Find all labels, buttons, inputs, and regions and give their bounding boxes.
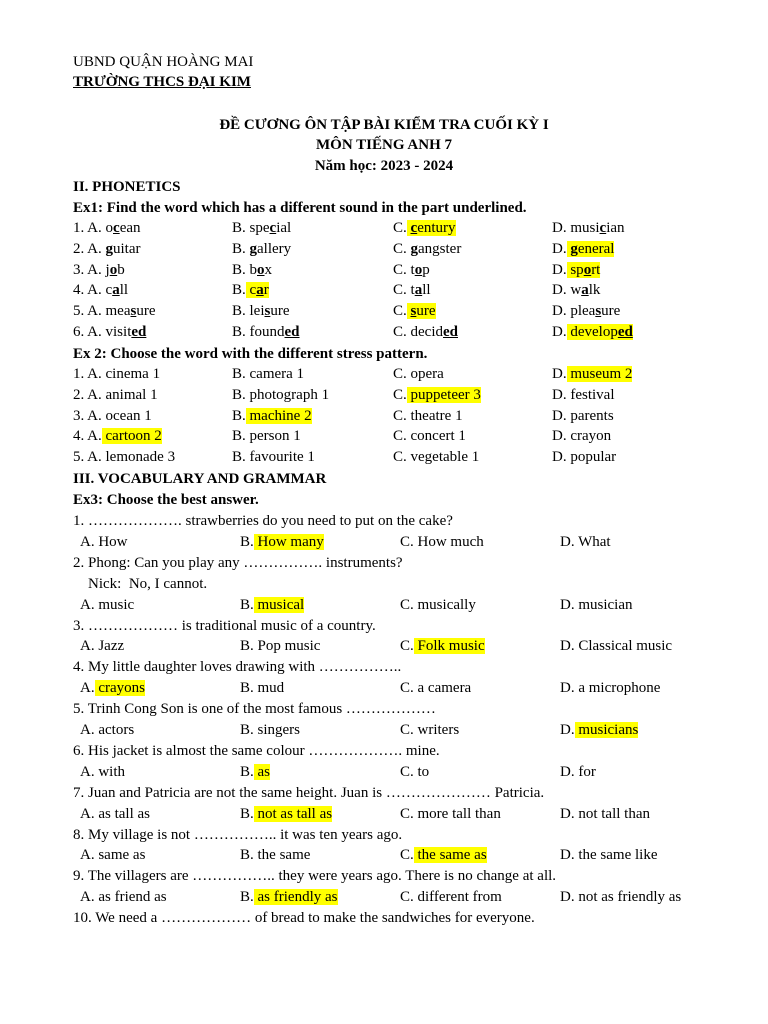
option-text: musician bbox=[570, 220, 625, 236]
option-text: concert 1 bbox=[410, 428, 466, 445]
option-text: a camera bbox=[417, 680, 472, 697]
option-c: C. top bbox=[393, 261, 430, 278]
option-c: C. opera bbox=[393, 366, 444, 382]
option-text: music bbox=[98, 596, 135, 613]
question-text: 6. His jacket is almost the same colour ………………. mine. bbox=[73, 742, 440, 759]
option-d: D. general bbox=[552, 240, 615, 257]
option-a: 3. A. ocean 1 bbox=[73, 407, 152, 424]
option-a: A. with bbox=[80, 763, 126, 780]
option-b: B. photograph 1 bbox=[232, 386, 330, 403]
option-text: leisure bbox=[249, 303, 290, 320]
underlined-sound: o bbox=[257, 261, 265, 278]
option-b: B. as bbox=[240, 763, 271, 780]
underlined-sound: a bbox=[112, 282, 120, 299]
option-a: 6. A. visited bbox=[73, 324, 147, 340]
underlined-sound: s bbox=[264, 303, 271, 320]
underlined-sound: c bbox=[599, 220, 607, 236]
option-c: C. more tall than bbox=[400, 805, 501, 822]
question-text: 8. My village is not …………….. it was ten years ago. bbox=[73, 826, 403, 843]
option-c: C. century bbox=[393, 220, 456, 236]
option-text: theatre 1 bbox=[410, 407, 463, 424]
option-d: D. for bbox=[560, 763, 596, 780]
option-c: C. concert 1 bbox=[393, 428, 466, 445]
underlined-sound: g bbox=[570, 240, 578, 257]
question-text: 10. We need a ……………… of bread to make the sandwiches for everyone. bbox=[73, 910, 535, 927]
option-c: C. vegetable 1 bbox=[393, 449, 480, 466]
option-text: musician bbox=[578, 596, 633, 613]
option-text: gangster bbox=[410, 240, 462, 257]
option-a: A. crayons bbox=[80, 680, 145, 697]
option-a: 3. A. job bbox=[73, 261, 125, 278]
option-text: singers bbox=[257, 722, 301, 738]
option-text: parents bbox=[570, 407, 614, 424]
option-c: C. How much bbox=[400, 533, 484, 550]
option-b: B. special bbox=[232, 220, 292, 236]
ex1-title: Ex1: Find the word which has a different sound in the part underlined. bbox=[73, 200, 527, 216]
option-a: A. How bbox=[80, 533, 128, 550]
option-b: B. singers bbox=[240, 722, 301, 738]
option-d: D. What bbox=[560, 533, 611, 550]
option-text: cartoon 2 bbox=[102, 428, 162, 444]
option-d: D. not tall than bbox=[560, 805, 650, 822]
option-b: B. mud bbox=[240, 680, 285, 697]
option-text: top bbox=[410, 261, 430, 278]
option-text: for bbox=[578, 763, 596, 780]
underlined-sound: s bbox=[410, 303, 417, 320]
section-vocab-heading: III. VOCABULARY AND GRAMMAR bbox=[73, 471, 327, 487]
option-a: A. as friend as bbox=[80, 889, 167, 906]
option-text: cinema 1 bbox=[105, 366, 161, 382]
option-text: special bbox=[249, 220, 292, 236]
underlined-sound: c bbox=[113, 220, 120, 236]
option-text: as friendly as bbox=[254, 889, 338, 905]
option-text: musical bbox=[254, 597, 304, 613]
option-text: car bbox=[246, 282, 269, 298]
option-c: C. to bbox=[400, 763, 430, 780]
option-text: Classical music bbox=[578, 638, 673, 655]
question-text: 9. The villagers are …………….. they were years ago. There is no change at all. bbox=[73, 868, 557, 885]
option-text: person 1 bbox=[249, 428, 301, 445]
option-c: C. different from bbox=[400, 889, 502, 906]
option-text: museum 2 bbox=[567, 366, 633, 382]
ex2-title: Ex 2: Choose the word with the different stress pattern. bbox=[73, 346, 428, 362]
option-b: B. favourite 1 bbox=[232, 449, 315, 466]
option-b: B. leisure bbox=[232, 303, 290, 320]
option-text: camera 1 bbox=[249, 366, 305, 382]
option-d: D. musicians bbox=[560, 722, 639, 738]
option-text: developed bbox=[567, 324, 633, 340]
option-text: crayon bbox=[570, 428, 612, 445]
underlined-sound: o bbox=[583, 261, 592, 278]
option-b: B. person 1 bbox=[232, 428, 301, 445]
option-text: same as bbox=[98, 847, 146, 864]
option-b: B. machine 2 bbox=[232, 407, 312, 424]
question-text: 1. ………………. strawberries do you need to put on the cake? bbox=[73, 513, 453, 529]
option-text: opera bbox=[410, 366, 444, 382]
option-d: D. developed bbox=[552, 324, 633, 340]
option-text: decided bbox=[410, 324, 458, 340]
option-text: What bbox=[578, 533, 611, 550]
question-text: 2. Phong: Can you play any ……………. instruments? bbox=[73, 554, 403, 571]
option-c: C. a camera bbox=[400, 680, 472, 697]
option-text: as bbox=[254, 764, 270, 780]
option-text: general bbox=[567, 241, 615, 257]
option-c: C. decided bbox=[393, 324, 458, 340]
option-text: as tall as bbox=[98, 805, 150, 822]
option-b: B. musical bbox=[240, 596, 305, 613]
ex3-title: Ex3: Choose the best answer. bbox=[73, 492, 259, 508]
underlined-sound: c bbox=[269, 220, 277, 236]
option-d: D. pleasure bbox=[552, 303, 621, 320]
option-text: animal 1 bbox=[105, 386, 158, 403]
option-text: Pop music bbox=[257, 638, 321, 655]
underlined-sound: s bbox=[130, 303, 137, 320]
option-text: writers bbox=[417, 722, 460, 738]
option-a: 5. A. measure bbox=[73, 303, 156, 320]
underlined-sound: ed bbox=[443, 324, 458, 340]
option-text: visited bbox=[105, 324, 147, 340]
option-text: popular bbox=[570, 449, 617, 466]
option-text: sure bbox=[407, 303, 436, 319]
option-d: D. musician bbox=[552, 220, 625, 236]
option-b: B. gallery bbox=[232, 240, 292, 257]
underlined-sound: s bbox=[595, 303, 602, 320]
option-text: vegetable 1 bbox=[410, 449, 480, 466]
option-d: D. Classical music bbox=[560, 638, 673, 655]
option-c: C. writers bbox=[400, 722, 460, 738]
option-d: D. sport bbox=[552, 261, 601, 278]
option-text: machine 2 bbox=[246, 408, 312, 424]
option-b: B. box bbox=[232, 261, 273, 278]
option-text: pleasure bbox=[570, 303, 621, 320]
option-text: not as tall as bbox=[254, 806, 332, 822]
underlined-sound: o bbox=[109, 261, 118, 278]
option-b: B. founded bbox=[232, 324, 300, 340]
option-d: D. crayon bbox=[552, 428, 612, 445]
option-a: A. Jazz bbox=[80, 638, 125, 655]
option-text: How bbox=[98, 533, 128, 550]
option-text: not as friendly as bbox=[578, 889, 682, 906]
option-d: D. museum 2 bbox=[552, 366, 633, 382]
option-a: 2. A. animal 1 bbox=[73, 386, 158, 403]
option-d: D. musician bbox=[560, 596, 633, 613]
underlined-sound: ed bbox=[131, 324, 147, 340]
option-text: call bbox=[105, 282, 129, 299]
option-c: C. sure bbox=[393, 303, 436, 320]
option-text: sport bbox=[567, 262, 601, 278]
underlined-sound: g bbox=[249, 240, 258, 257]
option-text: walk bbox=[570, 282, 601, 299]
option-d: D. popular bbox=[552, 449, 617, 466]
option-b: B. the same bbox=[240, 847, 311, 864]
option-d: D. parents bbox=[552, 407, 614, 424]
option-text: How much bbox=[417, 533, 484, 550]
underlined-sound: o bbox=[414, 261, 423, 278]
option-text: not tall than bbox=[578, 805, 650, 822]
option-text: musically bbox=[417, 596, 476, 613]
option-c: C. puppeteer 3 bbox=[393, 386, 481, 403]
option-a: 1. A. cinema 1 bbox=[73, 366, 161, 382]
underlined-sound: c bbox=[410, 220, 418, 236]
option-d: D. a microphone bbox=[560, 680, 661, 697]
option-text: the same bbox=[257, 847, 311, 864]
option-text: measure bbox=[105, 303, 156, 320]
option-b: B. How many bbox=[240, 533, 324, 550]
question-text: 3. ……………… is traditional music of a country. bbox=[73, 617, 376, 634]
option-text: Jazz bbox=[98, 638, 125, 655]
option-b: B. Pop music bbox=[240, 638, 321, 655]
option-c: C. the same as bbox=[400, 847, 487, 864]
school-name: TRƯỜNG THCS ĐẠI KIM bbox=[73, 74, 251, 90]
underlined-sound: g bbox=[410, 240, 419, 257]
school-year: Năm học: 2023 - 2024 bbox=[314, 158, 454, 174]
option-text: different from bbox=[417, 889, 502, 906]
option-text: photograph 1 bbox=[249, 386, 330, 403]
option-d: D. not as friendly as bbox=[560, 889, 682, 906]
option-text: lemonade 3 bbox=[105, 449, 176, 466]
option-text: century bbox=[407, 220, 456, 236]
option-text: more tall than bbox=[417, 805, 501, 822]
option-a: 4. A. cartoon 2 bbox=[73, 428, 162, 445]
subject-line: MÔN TIẾNG ANH 7 bbox=[316, 137, 452, 153]
option-text: ocean bbox=[105, 220, 141, 236]
underlined-sound: a bbox=[581, 282, 589, 299]
option-b: B. not as tall as bbox=[240, 805, 333, 822]
option-text: crayons bbox=[95, 680, 145, 696]
option-text: as friend as bbox=[98, 889, 167, 906]
authority-line: UBND QUẬN HOÀNG MAI bbox=[73, 54, 254, 70]
option-text: with bbox=[98, 763, 126, 780]
option-text: mud bbox=[257, 680, 285, 697]
underlined-sound: g bbox=[105, 240, 114, 257]
option-b: B. as friendly as bbox=[240, 889, 338, 906]
option-c: C. gangster bbox=[393, 240, 462, 257]
option-c: C. theatre 1 bbox=[393, 407, 463, 424]
option-text: gallery bbox=[249, 240, 292, 257]
option-text: box bbox=[249, 261, 273, 278]
underlined-sound: ed bbox=[284, 324, 300, 340]
question-text: 7. Juan and Patricia are not the same height. Juan is ………………… Patricia. bbox=[73, 784, 545, 801]
underlined-sound: ed bbox=[617, 324, 633, 340]
option-text: musicians bbox=[575, 722, 639, 738]
option-a: A. same as bbox=[80, 847, 146, 864]
option-c: C. musically bbox=[400, 596, 476, 613]
option-text: to bbox=[417, 763, 430, 780]
document-title: ĐỀ CƯƠNG ÔN TẬP BÀI KIỂM TRA CUỐI KỲ I bbox=[219, 117, 549, 133]
option-text: the same like bbox=[578, 847, 658, 864]
option-text: guitar bbox=[105, 240, 141, 257]
option-text: actors bbox=[98, 722, 135, 738]
option-text: favourite 1 bbox=[249, 449, 315, 466]
option-d: D. the same like bbox=[560, 847, 658, 864]
section-phonetics-heading: II. PHONETICS bbox=[73, 179, 181, 195]
option-a: 2. A. guitar bbox=[73, 240, 141, 257]
option-b: B. car bbox=[232, 282, 269, 299]
question-text: 5. Trinh Cong Son is one of the most famous ……………… bbox=[73, 701, 436, 718]
underlined-sound: a bbox=[414, 282, 423, 299]
option-text: tall bbox=[410, 282, 431, 299]
option-text: puppeteer 3 bbox=[407, 387, 481, 403]
option-text: the same as bbox=[414, 847, 487, 863]
option-text: How many bbox=[254, 534, 324, 550]
option-a: 5. A. lemonade 3 bbox=[73, 449, 176, 466]
option-text: festival bbox=[570, 386, 615, 403]
option-c: C. tall bbox=[393, 282, 431, 299]
option-b: B. camera 1 bbox=[232, 366, 305, 382]
option-text: Folk music bbox=[414, 638, 485, 654]
option-a: A. as tall as bbox=[80, 805, 150, 822]
option-d: D. festival bbox=[552, 386, 615, 403]
question-text: 4. My little daughter loves drawing with …………….. bbox=[73, 659, 402, 676]
underlined-sound: a bbox=[256, 282, 264, 299]
option-a: 1. A. ocean bbox=[73, 220, 141, 236]
option-text: founded bbox=[249, 324, 300, 340]
option-text: ocean 1 bbox=[105, 407, 152, 424]
option-text: job bbox=[105, 261, 125, 278]
option-a: A. music bbox=[80, 596, 135, 613]
option-text: a microphone bbox=[578, 680, 661, 697]
option-a: 4. A. call bbox=[73, 282, 129, 299]
question-text: Nick: No, I cannot. bbox=[73, 575, 208, 592]
option-d: D. walk bbox=[552, 282, 601, 299]
option-c: C. Folk music bbox=[400, 638, 485, 655]
option-a: A. actors bbox=[80, 722, 135, 738]
